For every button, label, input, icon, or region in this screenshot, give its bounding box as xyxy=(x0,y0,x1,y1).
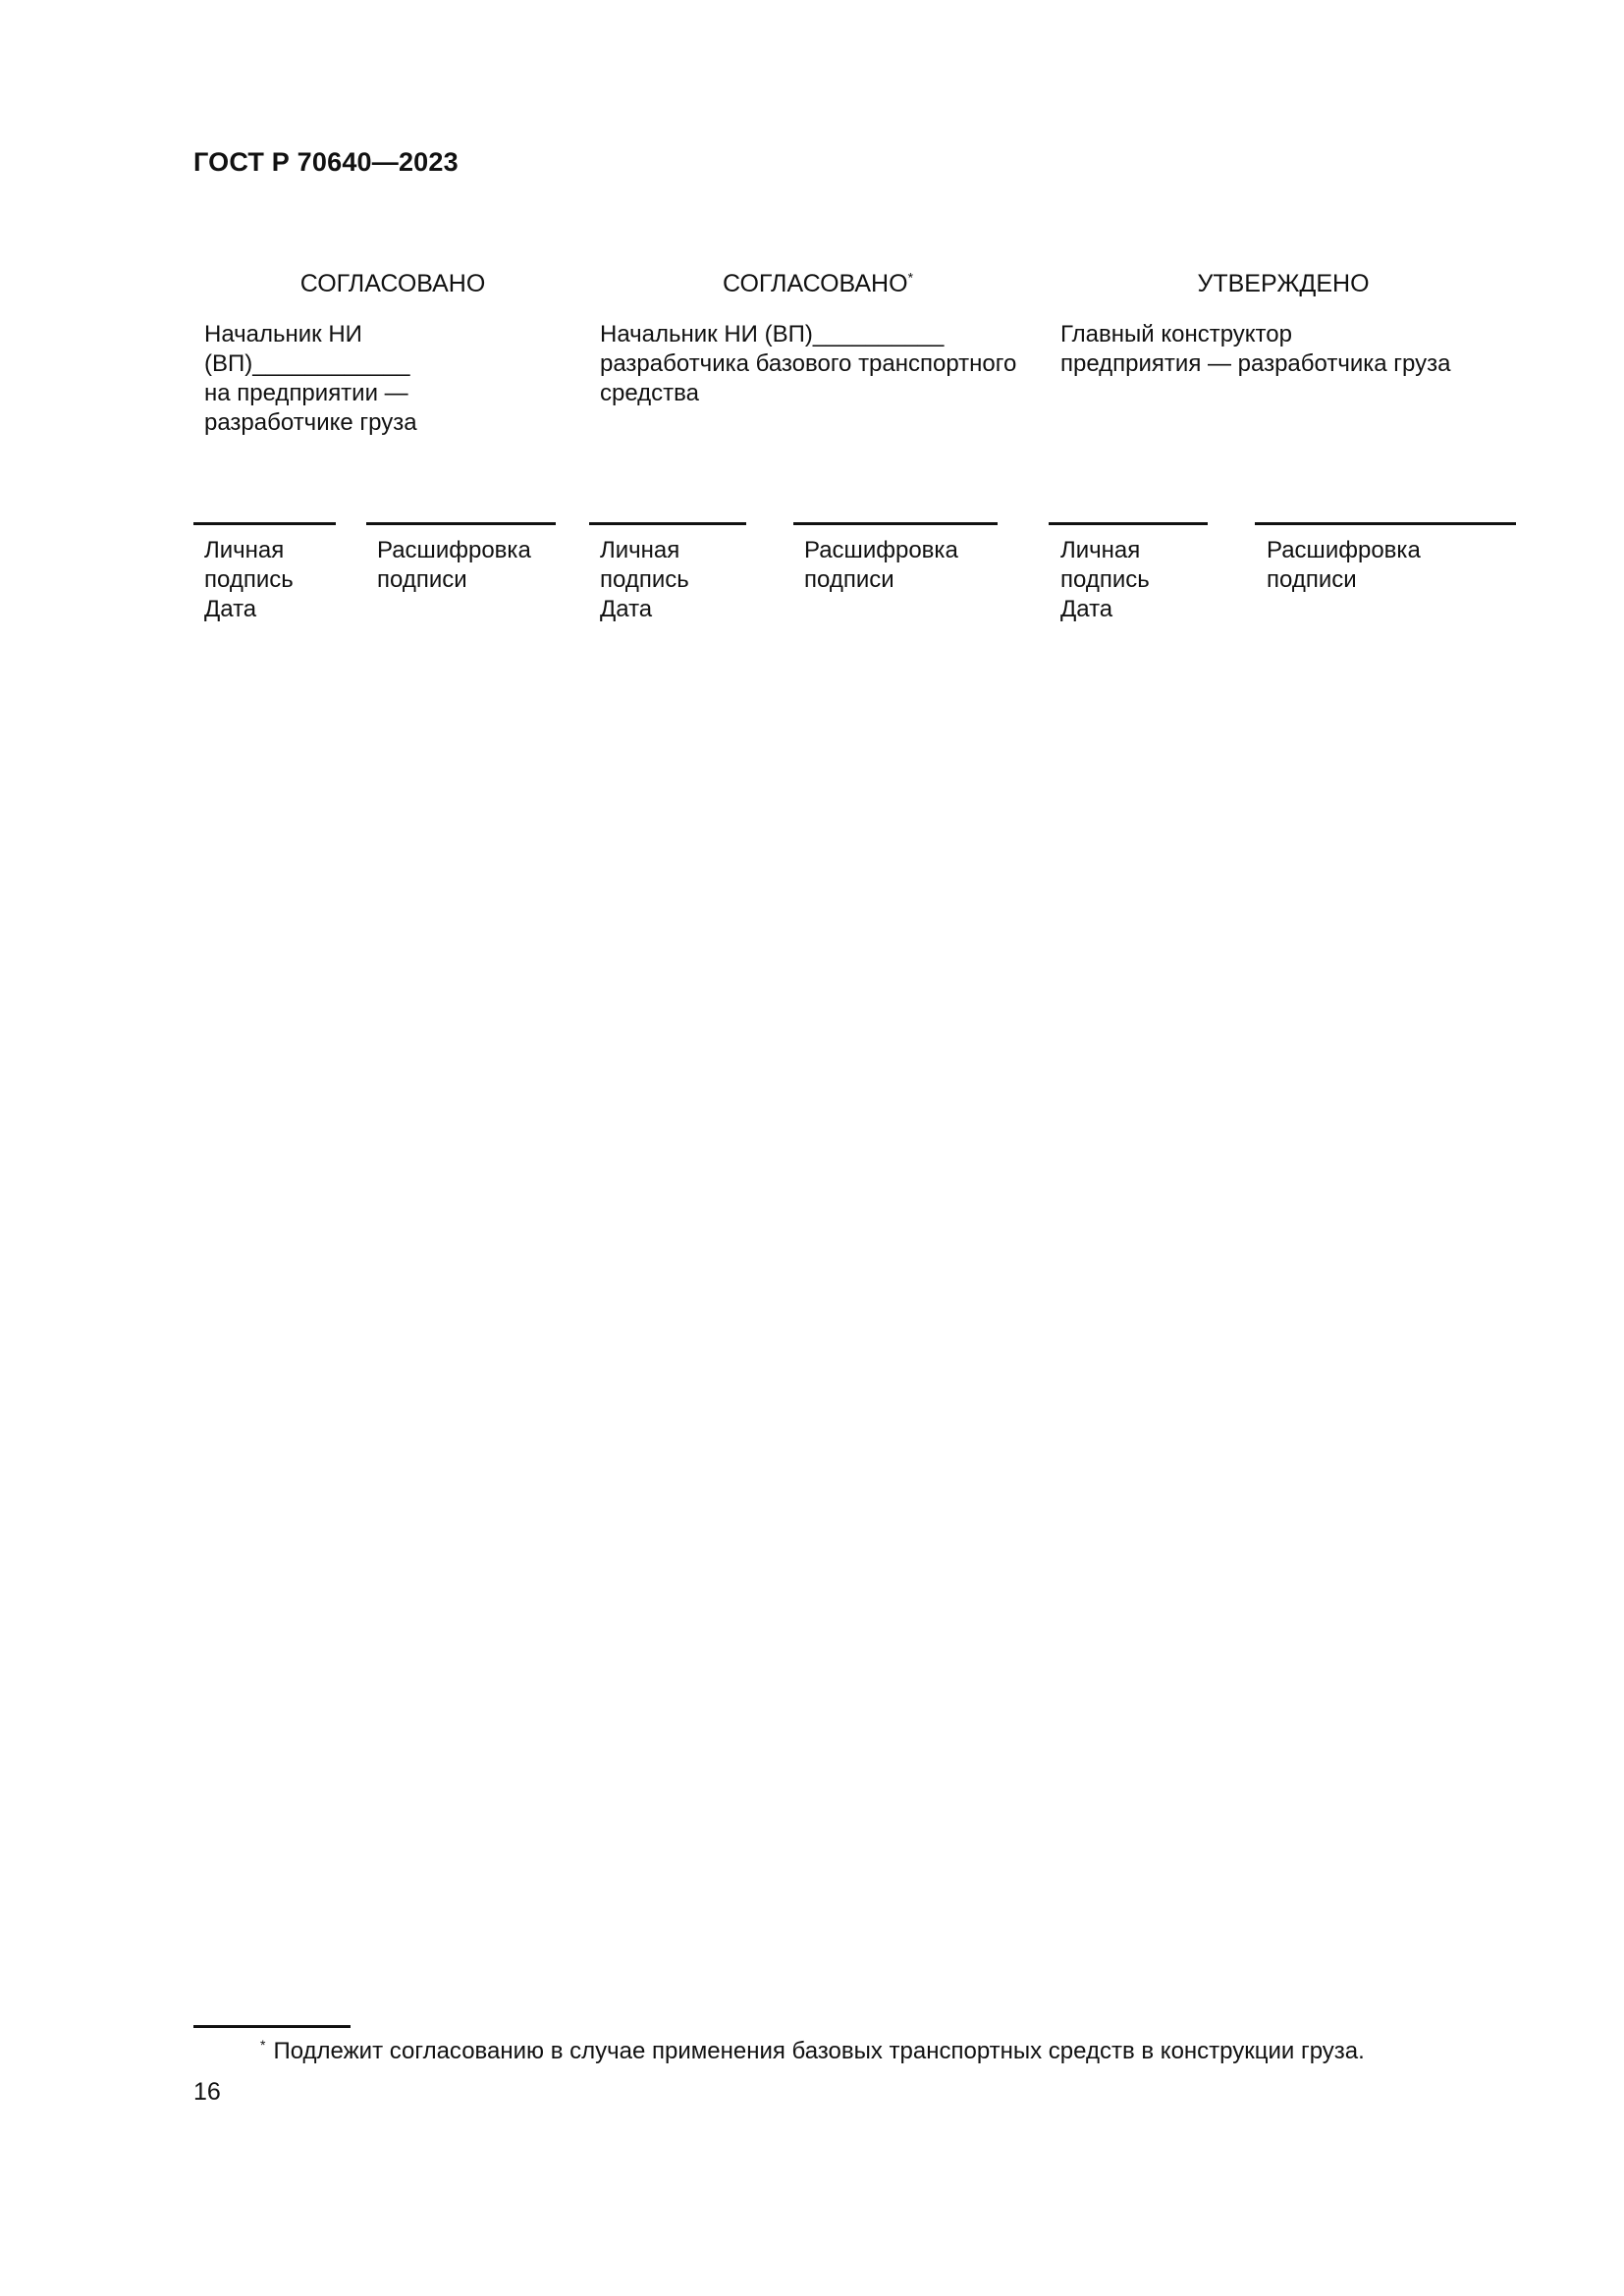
approval-heading-2-text: СОГЛАСОВАНО xyxy=(722,270,908,297)
position-title-1: Начальник НИ (ВП)____________ на предприятии — разработчике груза xyxy=(204,321,417,436)
approval-heading-1-text: СОГЛАСОВАНО xyxy=(299,270,486,297)
decode-line-2 xyxy=(793,522,998,525)
signature-line-2 xyxy=(589,522,746,525)
position-title-2: Начальник НИ (ВП)__________ разработчика базового транспортного средства xyxy=(600,321,1017,406)
signature-label-3: Личная подпись Дата xyxy=(1060,537,1150,622)
signature-label-1: Личная подпись Дата xyxy=(204,537,294,622)
position-title-3: Главный конструктор предприятия — разработчика груза xyxy=(1060,321,1451,377)
approval-heading-1 xyxy=(300,270,486,298)
signature-line-3 xyxy=(1049,522,1208,525)
decode-label-2: Расшифровка подписи xyxy=(804,537,958,593)
approval-heading-2-mark: * xyxy=(907,269,914,286)
footnote-mark: * xyxy=(260,2037,266,2053)
approval-heading-3-text: УТВЕРЖДЕНО xyxy=(1197,270,1370,297)
footnote-separator xyxy=(193,2025,351,2028)
decode-label-3: Расшифровка подписи xyxy=(1267,537,1421,593)
signature-line-1 xyxy=(193,522,336,525)
page-number: 16 xyxy=(193,2078,221,2106)
decode-line-3 xyxy=(1255,522,1516,525)
footnote xyxy=(260,2038,1365,2065)
approval-heading-3 xyxy=(1197,270,1369,298)
document-code: ГОСТ Р 70640—2023 xyxy=(193,147,459,177)
approval-heading-2 xyxy=(723,270,913,298)
decode-label-1: Расшифровка подписи xyxy=(377,537,531,593)
signature-label-2: Личная подпись Дата xyxy=(600,537,689,622)
footnote-text: Подлежит согласованию в случае применения базовых транспортных средств в конструкции груза. xyxy=(273,2038,1365,2064)
decode-line-1 xyxy=(366,522,556,525)
